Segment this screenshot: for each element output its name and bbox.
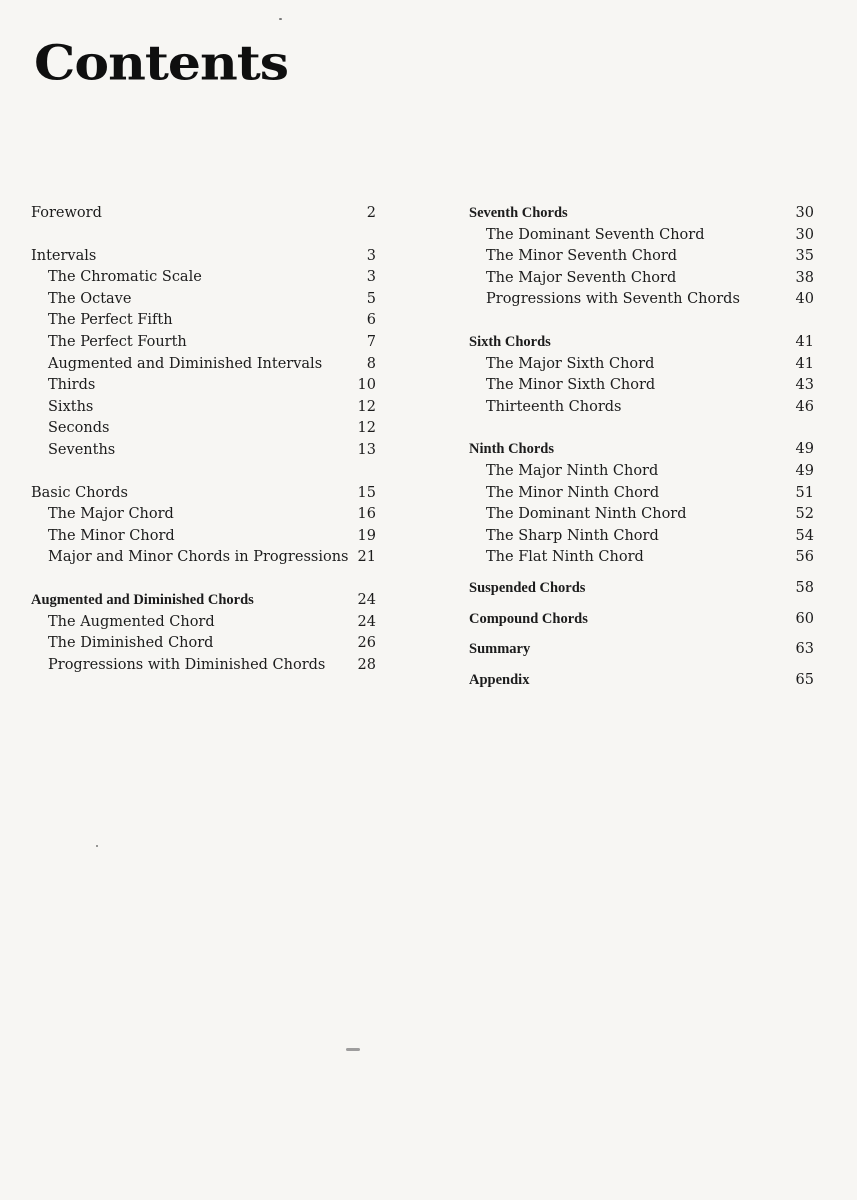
toc-entry-row [31,397,376,419]
toc-entry-title: Thirds [48,377,96,394]
toc-page-number: 52 [795,506,814,523]
toc-entry-title: The Major Seventh Chord [486,269,677,286]
toc-entry-row [31,354,376,376]
toc-entry-title: The Dominant Seventh Chord [486,226,705,243]
paper-speck [96,845,98,847]
toc-entry-title: The Flat Ninth Chord [486,549,644,566]
toc-page-number: 40 [795,291,814,308]
toc-section-title: Intervals [31,247,97,264]
toc-entry-title: The Perfect Fourth [48,333,187,350]
toc-entry-row [469,504,814,526]
toc-page-number: 58 [795,579,814,596]
toc-entry-title: The Dominant Ninth Chord [486,506,687,523]
toc-section-title: Basic Chords [31,484,128,501]
toc-page-number: 65 [795,671,814,688]
toc-page-number: 7 [366,333,376,350]
toc-page-number: 35 [795,248,814,265]
toc-section-row [469,332,814,354]
toc-page-number: 2 [366,205,376,221]
toc-page-number: 21 [357,549,376,566]
toc-entry-row [31,633,376,655]
toc-page-number: 49 [795,462,814,479]
toc-entry-row [31,267,376,289]
toc-entry-title: The Diminished Chord [48,635,214,652]
paper-speck [279,18,282,20]
toc-page-number: 3 [366,247,376,264]
toc-section-title: Compound Chords [469,610,588,627]
toc-entry-row [31,547,376,569]
toc-section-row [469,203,814,225]
toc-section-row [31,590,376,612]
toc-entry-row [469,397,814,419]
toc-entry-row [469,526,814,548]
toc-section-row [31,246,376,268]
toc-entry-title: Sixths [48,398,94,415]
toc-page-number: 6 [366,312,376,329]
toc-section-row [31,203,376,225]
toc-page-number: 46 [795,398,814,415]
toc-entry-title: The Minor Seventh Chord [486,248,678,265]
toc-page-number: 43 [795,377,814,394]
toc-page-number: 30 [795,226,814,243]
toc-page-number: 41 [795,333,814,350]
toc-entry-row [31,655,376,677]
toc-entry-row [469,461,814,483]
toc-entry-title: The Minor Ninth Chord [486,484,660,501]
toc-section-row [469,670,814,692]
toc-entry-title: Progressions with Diminished Chords [48,656,326,673]
toc-page-number: 54 [795,527,814,544]
toc-section-title: Seventh Chords [469,205,568,221]
toc-page-number: 51 [795,484,814,501]
toc-page-number: 38 [795,269,814,286]
toc-entry-row [31,440,376,462]
toc-section-row [469,439,814,461]
toc-entry-row [31,332,376,354]
toc-page-number: 13 [357,441,376,458]
toc-entry-row [469,246,814,268]
toc-entry-title: The Octave [48,290,132,307]
toc-left-column [31,203,376,676]
toc-entry-title: The Perfect Fifth [48,312,173,329]
toc-section-row [469,578,814,600]
toc-entry-row [31,289,376,311]
toc-entry-title: Progressions with Seventh Chords [486,291,740,308]
toc-section-row [469,609,814,631]
toc-section-title: Ninth Chords [469,441,555,458]
toc-section-title: Summary [469,641,531,658]
toc-entry-title: The Major Sixth Chord [486,355,655,372]
toc-section-title: Sixth Chords [469,333,551,350]
paper-speck [346,1048,360,1051]
toc-section-title: Foreword [31,205,102,221]
toc-page-number: 12 [357,420,376,437]
toc-page-number: 41 [795,355,814,372]
toc-page-number: 15 [357,484,376,501]
toc-entry-title: Sevenths [48,441,116,458]
toc-page-number: 60 [795,610,814,627]
toc-entry-row [31,418,376,440]
toc-page-number: 8 [366,355,376,372]
toc-entry-row [469,225,814,247]
toc-page-number: 16 [357,506,376,523]
toc-entry-title: Augmented and Diminished Intervals [48,355,323,372]
toc-section-title: Appendix [469,671,530,688]
toc-page-number: 30 [795,205,814,221]
toc-entry-row [469,354,814,376]
toc-entry-title: Seconds [48,420,110,437]
toc-entry-row [31,526,376,548]
toc-entry-title: The Sharp Ninth Chord [486,527,659,544]
toc-page-number: 63 [795,641,814,658]
toc-section-title: Suspended Chords [469,579,586,596]
toc-page-number: 3 [366,269,376,286]
toc-entry-title: Major and Minor Chords in Progressions [48,549,349,566]
toc-page-number: 56 [795,549,814,566]
toc-entry-row [469,268,814,290]
toc-entry-row [469,547,814,569]
toc-section-title: Augmented and Diminished Chords [31,591,254,608]
toc-page-number: 49 [795,441,814,458]
toc-entry-row [31,504,376,526]
page-title: Contents [34,35,289,92]
toc-entry-title: Thirteenth Chords [486,398,622,415]
toc-entry-title: The Chromatic Scale [48,269,202,286]
toc-page-number: 26 [357,635,376,652]
toc-right-column [469,203,814,691]
toc-page-number: 5 [366,290,376,307]
toc-entry-title: The Major Ninth Chord [486,462,659,479]
toc-page-number: 24 [357,613,376,630]
toc-entry-title: The Minor Sixth Chord [486,377,656,394]
toc-page-number: 19 [357,527,376,544]
toc-entry-title: The Major Chord [48,506,174,523]
toc-page-number: 10 [357,377,376,394]
toc-entry-row [31,612,376,634]
toc-entry-row [469,375,814,397]
toc-page-number: 28 [357,656,376,673]
toc-entry-row [31,375,376,397]
toc-page-number: 12 [357,398,376,415]
toc-entry-title: The Minor Chord [48,527,175,544]
toc-entry-row [469,289,814,311]
toc-section-row [31,483,376,505]
toc-entry-row [469,483,814,505]
toc-entry-row [31,310,376,332]
toc-page-number: 24 [357,591,376,608]
toc-entry-title: The Augmented Chord [48,613,215,630]
toc-section-row [469,639,814,661]
